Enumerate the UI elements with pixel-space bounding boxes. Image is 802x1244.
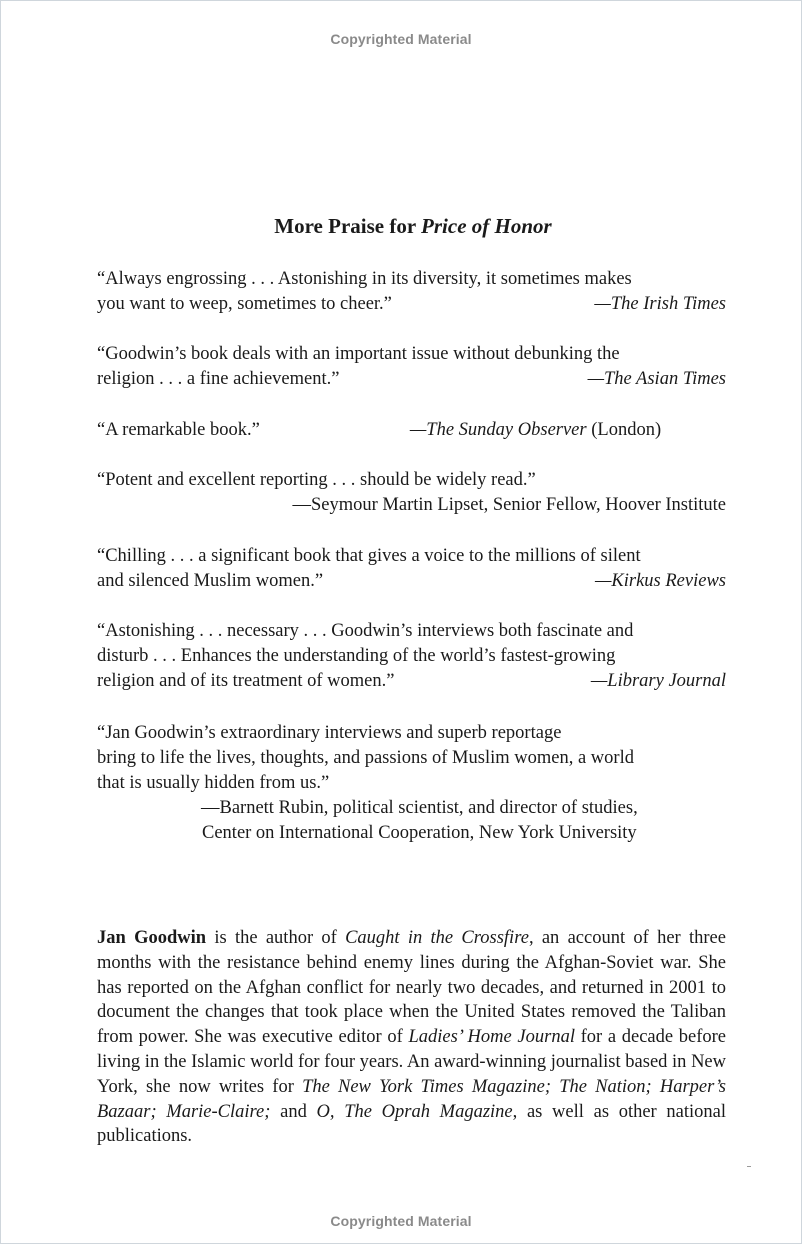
bio-text: for a decade before living in the Islamic world for four years. An award-winning journalist based in New York, she now writes for [97,1027,726,1097]
quote-text-line: “Goodwin’s book deals with an important issue without debunking the [97,344,620,364]
praise-quote [97,619,726,694]
bio-text: is the author of [206,928,346,948]
page-heading [0,214,802,239]
bio-text: , an account of her three months with the resistance behind enemy lines during the Afghan-Soviet war. She has reported on the Afghan conflict for nearly two decades, and returned in 2001 to document the changes that took place when the United States removed the Taliban from power. She was executive editor of [97,928,726,1048]
quote-text-line: “Astonishing . . . necessary . . . Goodwin’s interviews both fascinate and [97,621,634,641]
bio-text: , as well as other national publications. [97,1101,727,1147]
quote-attribution: —The Asian Times [587,369,726,389]
author-name: Jan Goodwin [97,928,207,948]
copyright-watermark-bottom: Copyrighted Material [330,1213,472,1229]
quote-attribution-location: (London) [586,420,662,440]
page-mark [747,1166,751,1167]
heading-book-title: Price of Honor [421,214,552,238]
bio-text: and [270,1101,317,1122]
copyright-watermark-top: Copyrighted Material [330,31,472,47]
bio-magazine-title: O, The Oprah Magazine [316,1101,513,1122]
quote-text-line: bring to life the lives, thoughts, and passions of Muslim women, a world [97,748,634,768]
author-bio [97,926,726,1149]
heading-prefix: More Praise for [274,214,422,238]
quote-text-line: “Chilling . . . a significant book that gives a voice to the millions of silent [97,546,641,566]
bio-magazine-title: Ladies’ Home Journal [408,1027,575,1048]
quote-text-line: and silenced Muslim women.” [97,571,324,591]
praise-quote [97,468,726,518]
quote-text: “A remarkable book.” [97,420,260,440]
quote-attribution [410,418,661,443]
quote-text-line: “Always engrossing . . . Astonishing in its diversity, it sometimes makes [97,269,632,289]
praise-quote [97,342,726,392]
bio-magazine-list: The New York Times Magazine; The Nation; Harper’s Bazaar; Marie-Claire; [97,1076,726,1122]
quote-attribution [97,796,726,846]
quote-text-line: religion and of its treatment of women.” [97,671,395,691]
praise-quote [97,267,726,317]
bio-book-title: Caught in the Crossfire [345,928,529,948]
quote-attribution: —Kirkus Reviews [594,571,726,591]
quote-attribution-line: —Barnett Rubin, political scientist, and director of studies, [201,798,638,818]
quote-text-line: that is usually hidden from us.” [97,773,330,793]
praise-quote [97,544,726,594]
quote-attribution: —Library Journal [590,671,726,691]
praise-quote [97,721,726,846]
quote-text-line: “Jan Goodwin’s extraordinary interviews and superb reportage [97,723,562,743]
praise-quote [97,418,726,443]
quote-attribution-source: —The Sunday Observer [409,420,587,440]
quote-attribution: —Seymour Martin Lipset, Senior Fellow, Hoover Institute [292,495,726,515]
quote-text: “Potent and excellent reporting . . . should be widely read.” [97,470,536,490]
quote-text-line: religion . . . a fine achievement.” [97,369,340,389]
quote-attribution-line: Center on International Cooperation, New York University [202,823,637,843]
quote-text-line: disturb . . . Enhances the understanding of the world’s fastest-growing [97,646,616,666]
quote-attribution: —The Irish Times [594,294,726,314]
quote-text-line: you want to weep, sometimes to cheer.” [97,294,392,314]
